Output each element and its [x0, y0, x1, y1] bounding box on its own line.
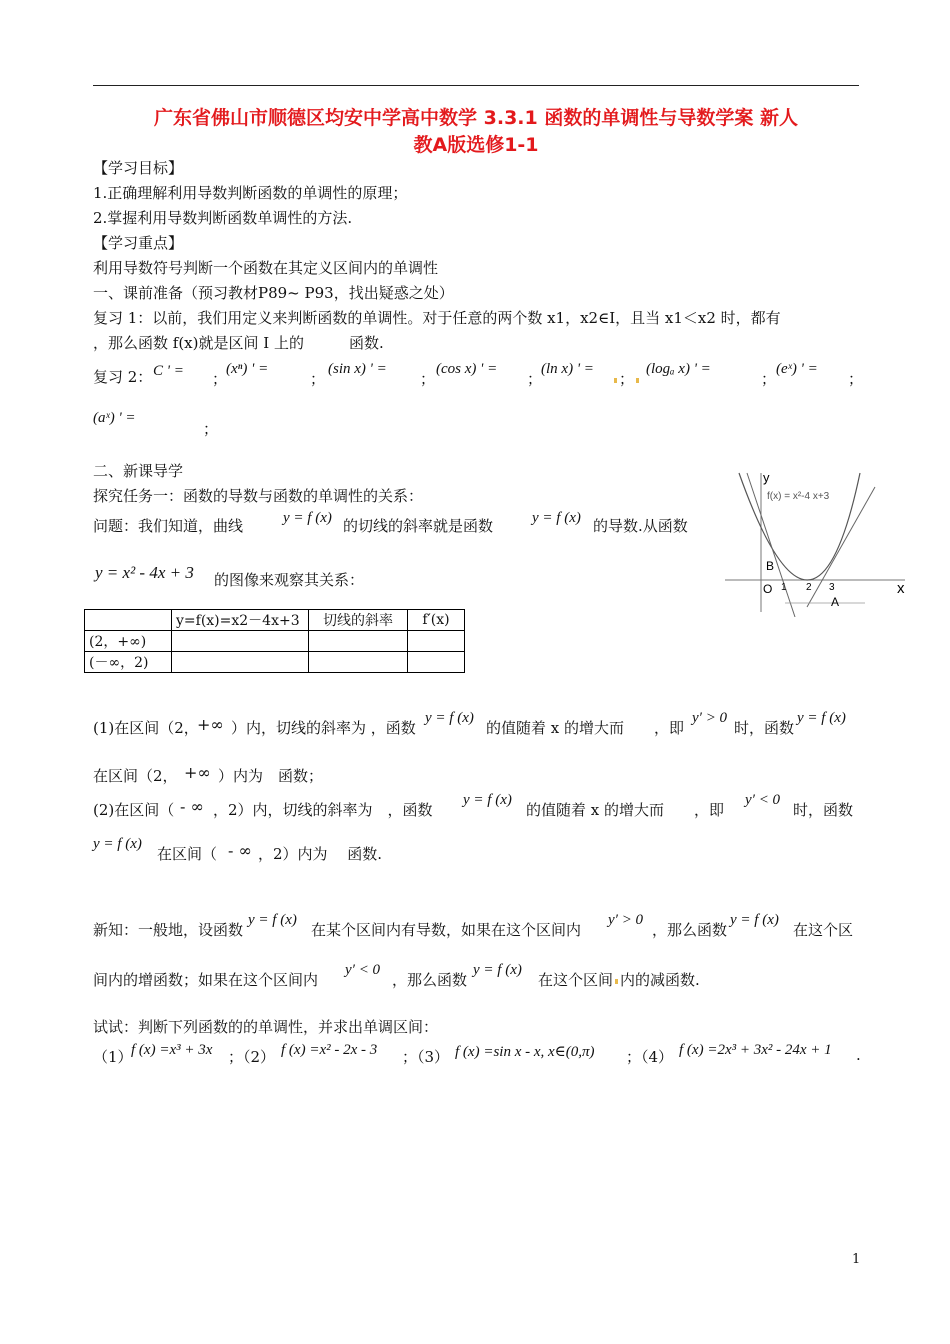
- slope-table: [84, 609, 465, 673]
- table-cell: [172, 631, 309, 652]
- obs3-c: 的值随着 x 的增大而 ，即: [526, 801, 724, 819]
- formula-exp: (eˣ) ' =: [776, 361, 818, 377]
- table-cell: (2，+∞): [85, 631, 172, 652]
- obs1-c: 的值随着 x 的增大而 ，即: [486, 719, 684, 737]
- task1: 探究任务一：函数的导数与函数的单调性的关系：: [93, 487, 424, 505]
- graph-x-label: x: [897, 580, 905, 597]
- newknow-a: 新知：一般地，设函数: [93, 921, 244, 939]
- formula-sin: (sin x) ' =: [328, 361, 387, 377]
- review1-line1: 复习 1：以前，我们用定义来判断函数的单调性。对于任意的两个数 x1，x2∈I，且当 x1＜x2 时，都有: [93, 309, 781, 327]
- try-n4: ；（4）: [626, 1048, 674, 1066]
- obs2-pinf: +∞: [184, 763, 211, 782]
- newknow-c: ，那么函数: [652, 921, 728, 939]
- obs1-d: 时，函数: [734, 719, 795, 737]
- newknow-fx3: y = f (x): [473, 962, 522, 978]
- try-n2: ；（2）: [228, 1048, 276, 1066]
- try-f3: f (x) =sin x - x, x∈(0,π): [455, 1044, 595, 1060]
- newknow-d: 在这个区: [793, 921, 854, 939]
- graph-tick-3: 3: [829, 582, 835, 593]
- sep-6: ；: [761, 370, 777, 388]
- table-row: [85, 652, 465, 673]
- graph-point-b: B: [766, 559, 775, 573]
- sep-1: ；: [212, 370, 228, 388]
- sep-4: ；: [527, 370, 543, 388]
- newknow-b: 在某个区间内有导数，如果在这个区间内: [311, 921, 582, 939]
- table-cell: [309, 652, 408, 673]
- table-header: [85, 610, 172, 631]
- question-c: 的导数.从函数: [593, 517, 688, 535]
- fx-2: y = f (x): [532, 510, 581, 526]
- newknow-g-text: 在这个区间: [538, 971, 614, 989]
- obs3-ylt: y′ < 0: [745, 792, 781, 808]
- table-cell: [408, 631, 465, 652]
- sep-5-text: ；: [619, 370, 635, 388]
- table-cell: [408, 652, 465, 673]
- graph-point-a: A: [831, 595, 840, 609]
- formula-cos: (cos x) ' =: [436, 361, 498, 377]
- try-n1: （1）: [93, 1048, 133, 1066]
- obs2-a: 在区间（2，: [93, 767, 178, 785]
- title-line-2: 教A版选修1-1: [413, 134, 539, 156]
- obs3-b: ，2）内，切线的斜率为 ，函数: [213, 801, 433, 819]
- table-row: [85, 631, 465, 652]
- try-f2: f (x) =x² - 2x - 3: [281, 1042, 378, 1058]
- quadratic: y = x² - 4x + 3: [95, 563, 194, 582]
- formula-constant: C ' =: [153, 363, 184, 379]
- try-heading: 试试：判断下列函数的的单调性，并求出单调区间：: [93, 1018, 439, 1036]
- obs3-d: 时，函数: [793, 801, 854, 819]
- newknow-f: ，那么函数: [392, 971, 468, 989]
- page-number: 1: [852, 1252, 861, 1267]
- focus-heading: 【学习重点】: [93, 234, 184, 252]
- focus-text: 利用导数符号判断一个函数在其定义区间内的单调性: [93, 259, 439, 277]
- prep-heading: 一、课前准备（预习教材P89~ P93，找出疑惑之处）: [93, 284, 454, 302]
- graph-tick-2: 2: [806, 582, 812, 593]
- table-header: f′(x): [408, 610, 465, 631]
- obs1-ygt: y′ > 0: [692, 710, 728, 726]
- table-cell: [172, 652, 309, 673]
- table-cell: (－∞，2): [85, 652, 172, 673]
- review2-label: 复习 2：: [93, 368, 153, 386]
- obs1-fx: y = f (x): [425, 710, 474, 726]
- newknow-h: 内的减函数.: [620, 971, 700, 989]
- formula-ln: (ln x) ' =: [541, 361, 594, 377]
- lesson-heading: 二、新课导学: [93, 462, 184, 480]
- obs4-fx: y = f (x): [93, 836, 142, 852]
- fx-1: y = f (x): [283, 510, 332, 526]
- newknow-ylt: y′ < 0: [345, 962, 381, 978]
- obs4-minf: - ∞: [228, 841, 252, 860]
- table-header-row: [85, 610, 465, 631]
- title-line-1: 广东省佛山市顺德区均安中学高中数学 3.3.1 函数的单调性与导数学案 新人: [154, 107, 798, 129]
- formula-ax: (aˣ) ' =: [93, 410, 136, 426]
- obs2-b: ）内为 函数；: [218, 767, 324, 785]
- formula-log: (logₐ x) ' =: [646, 361, 711, 377]
- newknow-fx1: y = f (x): [248, 912, 297, 928]
- question-b: 的切线的斜率就是函数: [343, 517, 494, 535]
- graph-tick-1: 1: [781, 582, 787, 593]
- try-n3: ；（3）: [402, 1048, 450, 1066]
- sep-7: ；: [848, 370, 864, 388]
- try-f4: f (x) =2x³ + 3x² - 24x + 1: [679, 1042, 832, 1058]
- sep-5: [612, 368, 641, 389]
- obs1-a: (1)在区间（2，: [93, 719, 199, 737]
- question-a: 问题：我们知道，曲线: [93, 517, 244, 535]
- graph-func-label: f(x) = x²-4 x+3: [767, 491, 830, 502]
- review1-line2: ，那么函数 f(x)就是区间 I 上的 函数.: [93, 334, 384, 352]
- obs4-a: 在区间（: [157, 845, 218, 863]
- table-header: 切线的斜率: [309, 610, 408, 631]
- formula-power: (xⁿ) ' =: [226, 361, 269, 377]
- obs4-b: ，2）内为 函数.: [258, 845, 383, 863]
- graph-y-label: y: [763, 470, 770, 485]
- obs3-a: (2)在区间（: [93, 801, 175, 819]
- newknow-fx2: y = f (x): [730, 912, 779, 928]
- header-rule: [93, 85, 859, 86]
- try-end: .: [856, 1046, 861, 1064]
- newknow-ygt: y′ > 0: [608, 912, 644, 928]
- try-f1: f (x) =x³ + 3x: [131, 1042, 213, 1058]
- goals-heading: 【学习目标】: [93, 159, 184, 177]
- goal-item-2: 2.掌握利用导数判断函数单调性的方法.: [93, 209, 353, 227]
- table-cell: [309, 631, 408, 652]
- quadratic-tail: 的图像来观察其关系：: [214, 571, 365, 589]
- newknow-e: 间内的增函数；如果在这个区间内: [93, 971, 319, 989]
- obs1-b: ）内，切线的斜率为 ，函数: [231, 719, 416, 737]
- obs3-fx: y = f (x): [463, 792, 512, 808]
- obs1-fx2: y = f (x): [797, 710, 846, 726]
- parabola-graph: [725, 467, 915, 617]
- table-header: y=f(x)=x2－4x+3: [172, 610, 309, 631]
- obs3-minf: - ∞: [180, 797, 204, 816]
- sep-8: ；: [203, 420, 219, 438]
- sep-3: ；: [420, 370, 436, 388]
- goal-item-1: 1.正确理解利用导数判断函数的单调性的原理；: [93, 184, 408, 202]
- newknow-g: [538, 969, 700, 990]
- graph-origin: O: [763, 582, 773, 596]
- obs1-pinf: +∞: [197, 715, 224, 734]
- sep-2: ；: [310, 370, 326, 388]
